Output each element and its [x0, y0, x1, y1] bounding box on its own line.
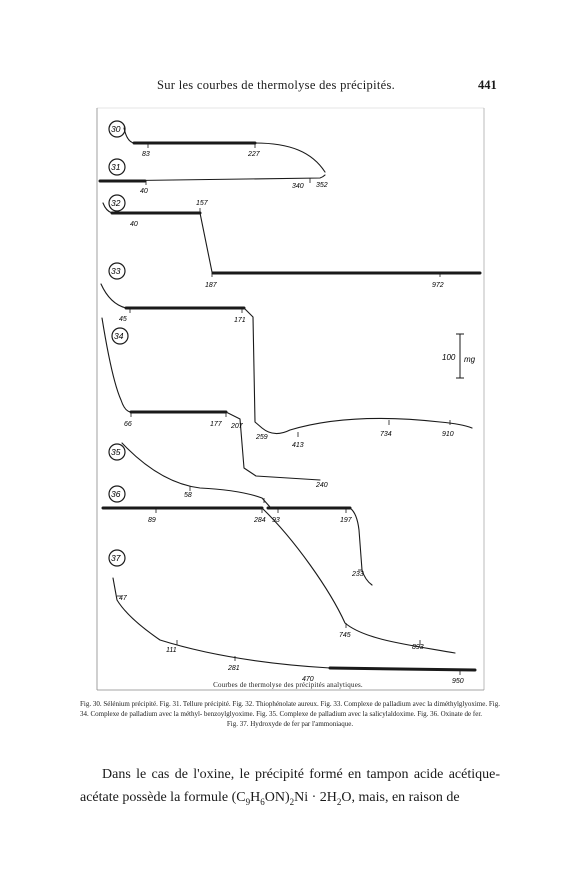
label-33-66: 66: [124, 421, 132, 428]
scale-bar: [456, 334, 464, 378]
label-36-197: 197: [340, 517, 352, 524]
caption-line-2: Complexe de palladium avec la diméthylglyoxime. Fig. 34. Complexe de palladium avec la méthyl-: [80, 700, 500, 718]
badge-37-label: 37: [111, 553, 121, 563]
badge-32: [109, 195, 125, 211]
label-35-240: 240: [316, 482, 328, 489]
label-30-227: 227: [248, 151, 260, 158]
label-37-950: 950: [452, 678, 464, 685]
label-30-83: 83: [142, 151, 150, 158]
figure-title: Courbes de thermolyse des précipités analytiques.: [213, 681, 363, 689]
caption-line-4: Fig. 37. Hydroxyde de fer par l'ammoniaque.: [226, 720, 354, 728]
label-37-111: 111: [166, 647, 177, 654]
badge-34-label: 34: [114, 331, 124, 341]
badge-30-label: 30: [111, 124, 121, 134]
label-37-893: 893: [412, 644, 424, 651]
figure-caption: [80, 699, 500, 729]
label-32-40: 40: [130, 221, 138, 228]
label-33-207: 207: [231, 423, 243, 430]
label-37-745: 745: [339, 632, 351, 639]
label-36-284: 284: [254, 517, 266, 524]
label-31-340: 340: [292, 183, 304, 190]
badge-33: [109, 263, 125, 279]
badge-32-label: 32: [111, 198, 121, 208]
label-33-413: 413: [292, 442, 304, 449]
badge-36-label: 36: [111, 489, 121, 499]
curve-37-plateau: [330, 668, 475, 670]
label-31-40: 40: [140, 188, 148, 195]
badges: [109, 121, 128, 566]
running-title: Sur les courbes de thermolyse des précipités.: [157, 78, 396, 92]
page-number: 441: [478, 78, 497, 92]
curve-30: [124, 128, 325, 172]
badge-31-label: 31: [111, 162, 121, 172]
label-31-352: 352: [316, 182, 328, 189]
curve-37: [113, 578, 475, 670]
badge-30: [109, 121, 125, 137]
label-36-89: 89: [148, 517, 156, 524]
label-36-93: 93: [272, 517, 280, 524]
label-37-47: 47: [119, 595, 127, 602]
caption-line-1: Fig. 30. Sélénium précipité. Fig. 31. Tellure précipité. Fig. 32. Thiophénolate aureux. Fig. 33.: [80, 700, 343, 708]
badge-35-label: 35: [111, 447, 121, 457]
label-33-259: 259: [256, 434, 268, 441]
caption-line-3: benzoylglyoxime. Fig. 35. Complexe de palladium avec la salicylaldoxime. Fig. 36. Oxinate de fer.: [204, 710, 483, 718]
label-37-470: 470: [302, 676, 314, 683]
label-33-45: 45: [119, 316, 127, 323]
label-32-157: 157: [196, 200, 208, 207]
body-line-1: Dans le cas de l'oxine, le précipité formé en tampon acide acétique-: [102, 767, 500, 782]
label-36-233: 233: [352, 571, 364, 578]
label-32-187: 187: [205, 282, 217, 289]
label-32-972: 972: [432, 282, 444, 289]
label-33-734: 734: [380, 431, 392, 438]
body-line-2: acétate possède la formule $(C_9H_6ON)_2Ni \cdot 2H_2O$, mais, en raison de: [80, 790, 460, 807]
label-37-281: 281: [228, 665, 240, 672]
label-33-171: 171: [234, 317, 246, 324]
label-33-910: 910: [442, 431, 454, 438]
badge-31: [109, 159, 125, 175]
body-paragraph: [80, 763, 500, 809]
badge-36: [109, 486, 125, 502]
badge-35: [109, 444, 125, 460]
badge-33-label: 33: [111, 266, 121, 276]
scale-bar-unit: mg: [464, 355, 476, 364]
label-33-177: 177: [210, 421, 222, 428]
scale-bar-value: 100: [442, 353, 456, 362]
label-35-58: 58: [184, 492, 192, 499]
curve-36: [103, 508, 455, 653]
curve-35: [122, 443, 270, 507]
badge-37: [109, 550, 125, 566]
badge-34: [112, 328, 128, 344]
